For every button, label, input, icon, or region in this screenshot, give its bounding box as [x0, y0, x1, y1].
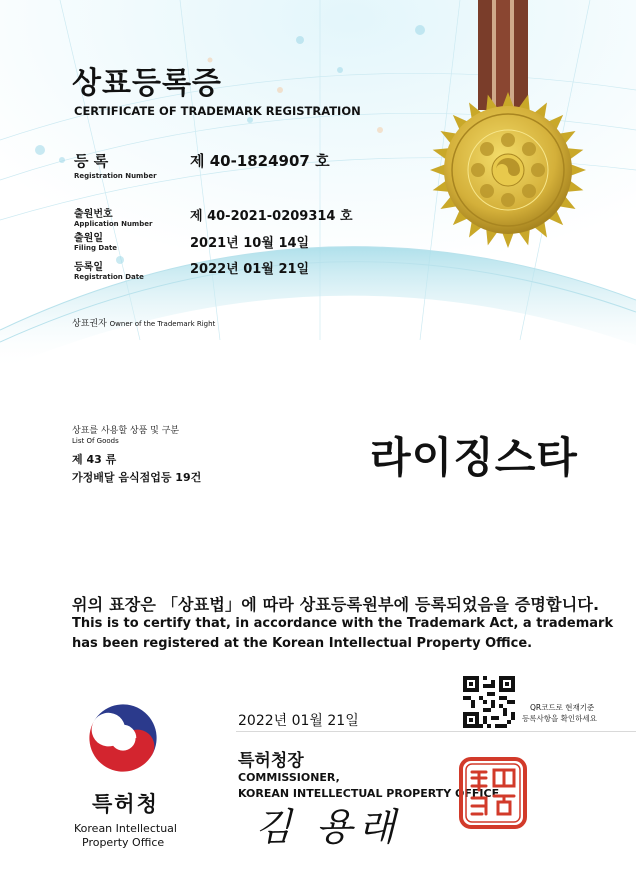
goods-label-en: List Of Goods	[72, 437, 119, 445]
owner-label-ko: 상표권자	[72, 319, 107, 329]
certification-statement-en-line2: has been registered at the Korean Intellectual Property Office.	[72, 636, 533, 651]
registration-number-value: 제 40-1824907 호	[190, 152, 330, 170]
owner-label-en: Owner of the Trademark Right	[109, 320, 216, 328]
issue-date: 2022년 01월 21일	[238, 713, 359, 729]
official-stamp	[458, 756, 528, 830]
commissioner-signature: 김 용래	[255, 805, 402, 849]
filing-date-label-en: Filing Date	[74, 244, 118, 252]
kipo-name-en-line1: Korean Intellectual	[74, 822, 177, 835]
commissioner-title-ko: 특허청장	[238, 751, 304, 771]
divider	[236, 731, 636, 732]
document-title: 상표등록증	[72, 66, 222, 101]
commissioner-title-en-line2: KOREAN INTELLECTUAL PROPERTY OFFICE	[238, 787, 500, 800]
kipo-name-ko: 특허청	[92, 792, 159, 816]
qr-note-line1: QR코드로 현재기준	[530, 703, 595, 712]
registration-number-label-en: Registration Number	[74, 172, 157, 180]
owner-label	[72, 316, 215, 329]
trademark-text: 라이징스타	[370, 433, 578, 482]
certification-statement-ko: 위의 표장은 「상표법」에 따라 상표등록원부에 등록되었음을 증명합니다.	[72, 595, 600, 614]
filing-date-value: 2021년 10월 14일	[190, 236, 310, 251]
kipo-name-en-line2: Property Office	[82, 836, 165, 849]
certification-statement-en-line1: This is to certify that, in accordance with the Trademark Act, a trademark	[72, 616, 614, 631]
document-title-en: CERTIFICATE OF TRADEMARK REGISTRATION	[74, 104, 361, 118]
qr-code[interactable]	[463, 676, 515, 728]
registration-number-label: 등 록	[74, 152, 109, 170]
registration-date-label-en: Registration Date	[74, 273, 144, 281]
application-number-label: 출원번호	[74, 209, 113, 220]
commissioner-title-en-line1: COMMISSIONER,	[238, 771, 340, 784]
filing-date-label: 출원일	[74, 233, 103, 244]
registration-date-value: 2022년 01월 21일	[190, 262, 310, 277]
registration-date-label: 등록일	[74, 262, 103, 273]
goods-label: 상표를 사용할 상품 및 구분	[72, 426, 180, 436]
goods-item: 가정배달 음식점업등 19건	[72, 471, 202, 484]
gold-seal	[428, 90, 588, 250]
application-number-label-en: Application Number	[74, 220, 153, 228]
kipo-logo-icon	[88, 703, 158, 773]
application-number-value: 제 40-2021-0209314 호	[190, 209, 353, 224]
qr-note-line2: 등록사항을 확인하세요	[522, 714, 597, 723]
goods-class: 제 43 류	[72, 453, 117, 466]
